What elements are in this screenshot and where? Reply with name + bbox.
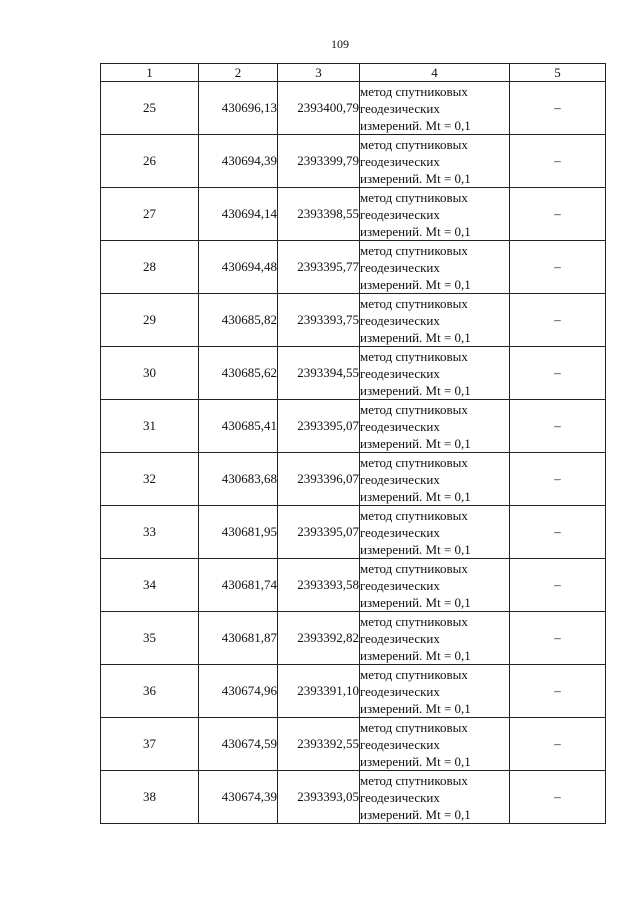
- note-cell: –: [510, 771, 606, 824]
- point-number-cell: 36: [101, 665, 199, 718]
- note-cell: –: [510, 453, 606, 506]
- x-coordinate-cell: 430681,74: [199, 559, 278, 612]
- y-coordinate-cell: 2393395,07: [278, 400, 360, 453]
- method-line: метод спутниковых: [360, 666, 468, 682]
- y-coordinate-cell: 2393394,55: [278, 347, 360, 400]
- method-line: измерений. Mt = 0,1: [360, 382, 471, 398]
- y-coordinate-cell: 2393393,75: [278, 294, 360, 347]
- x-coordinate-cell: 430683,68: [199, 453, 278, 506]
- x-coordinate-cell: 430681,95: [199, 506, 278, 559]
- table-row: [101, 241, 606, 294]
- method-cell: [360, 294, 510, 347]
- method-line: геодезических: [360, 418, 440, 434]
- method-line: геодезических: [360, 789, 440, 805]
- point-number-cell: 30: [101, 347, 199, 400]
- point-number-cell: 31: [101, 400, 199, 453]
- table-header-row: [101, 64, 606, 82]
- note-cell: –: [510, 347, 606, 400]
- y-coordinate-cell: 2393393,58: [278, 559, 360, 612]
- method-cell: [360, 506, 510, 559]
- page-number: 109: [331, 37, 349, 51]
- table-row: [101, 188, 606, 241]
- method-line: измерений. Mt = 0,1: [360, 594, 471, 610]
- note-cell: –: [510, 559, 606, 612]
- y-coordinate-cell: 2393391,10: [278, 665, 360, 718]
- point-number-cell: 29: [101, 294, 199, 347]
- method-cell: [360, 135, 510, 188]
- method-line: геодезических: [360, 577, 440, 593]
- method-cell: [360, 665, 510, 718]
- y-coordinate-cell: 2393396,07: [278, 453, 360, 506]
- note-cell: –: [510, 241, 606, 294]
- method-line: метод спутниковых: [360, 401, 468, 417]
- coordinates-table: [100, 63, 606, 824]
- method-cell: [360, 82, 510, 135]
- table-row: [101, 400, 606, 453]
- note-cell: –: [510, 82, 606, 135]
- table-row: [101, 771, 606, 824]
- table-row: [101, 347, 606, 400]
- table-row: [101, 82, 606, 135]
- method-line: метод спутниковых: [360, 772, 468, 788]
- method-line: геодезических: [360, 206, 440, 222]
- note-cell: –: [510, 506, 606, 559]
- table-row: [101, 665, 606, 718]
- method-line: геодезических: [360, 736, 440, 752]
- point-number-cell: 32: [101, 453, 199, 506]
- method-cell: [360, 771, 510, 824]
- method-cell: [360, 347, 510, 400]
- table-row: [101, 453, 606, 506]
- method-line: измерений. Mt = 0,1: [360, 806, 471, 822]
- method-line: геодезических: [360, 683, 440, 699]
- x-coordinate-cell: 430685,41: [199, 400, 278, 453]
- method-line: метод спутниковых: [360, 719, 468, 735]
- point-number-cell: 38: [101, 771, 199, 824]
- method-line: измерений. Mt = 0,1: [360, 223, 471, 239]
- note-cell: –: [510, 294, 606, 347]
- method-line: метод спутниковых: [360, 613, 468, 629]
- y-coordinate-cell: 2393393,05: [278, 771, 360, 824]
- table-body: [101, 82, 606, 824]
- method-line: метод спутниковых: [360, 83, 468, 99]
- method-cell: [360, 241, 510, 294]
- method-line: измерений. Mt = 0,1: [360, 117, 471, 133]
- column-header: 5: [510, 64, 606, 82]
- method-line: измерений. Mt = 0,1: [360, 647, 471, 663]
- y-coordinate-cell: 2393392,55: [278, 718, 360, 771]
- method-line: метод спутниковых: [360, 136, 468, 152]
- point-number-cell: 28: [101, 241, 199, 294]
- point-number-cell: 37: [101, 718, 199, 771]
- point-number-cell: 25: [101, 82, 199, 135]
- method-line: геодезических: [360, 312, 440, 328]
- method-line: измерений. Mt = 0,1: [360, 329, 471, 345]
- method-line: измерений. Mt = 0,1: [360, 753, 471, 769]
- method-line: геодезических: [360, 259, 440, 275]
- y-coordinate-cell: 2393392,82: [278, 612, 360, 665]
- note-cell: –: [510, 400, 606, 453]
- method-cell: [360, 188, 510, 241]
- method-line: геодезических: [360, 471, 440, 487]
- method-line: геодезических: [360, 524, 440, 540]
- method-cell: [360, 612, 510, 665]
- table-row: [101, 612, 606, 665]
- method-cell: [360, 718, 510, 771]
- x-coordinate-cell: 430694,39: [199, 135, 278, 188]
- table-row: [101, 506, 606, 559]
- x-coordinate-cell: 430696,13: [199, 82, 278, 135]
- y-coordinate-cell: 2393395,77: [278, 241, 360, 294]
- method-line: метод спутниковых: [360, 295, 468, 311]
- table-row: [101, 135, 606, 188]
- note-cell: –: [510, 188, 606, 241]
- y-coordinate-cell: 2393398,55: [278, 188, 360, 241]
- x-coordinate-cell: 430681,87: [199, 612, 278, 665]
- note-cell: –: [510, 135, 606, 188]
- note-cell: –: [510, 718, 606, 771]
- method-line: измерений. Mt = 0,1: [360, 700, 471, 716]
- method-line: измерений. Mt = 0,1: [360, 276, 471, 292]
- x-coordinate-cell: 430674,96: [199, 665, 278, 718]
- point-number-cell: 33: [101, 506, 199, 559]
- x-coordinate-cell: 430674,39: [199, 771, 278, 824]
- method-line: метод спутниковых: [360, 454, 468, 470]
- point-number-cell: 35: [101, 612, 199, 665]
- y-coordinate-cell: 2393395,07: [278, 506, 360, 559]
- column-header: 1: [101, 64, 199, 82]
- method-line: геодезических: [360, 630, 440, 646]
- note-cell: –: [510, 665, 606, 718]
- point-number-cell: 34: [101, 559, 199, 612]
- method-line: метод спутниковых: [360, 189, 468, 205]
- method-line: измерений. Mt = 0,1: [360, 170, 471, 186]
- method-line: измерений. Mt = 0,1: [360, 488, 471, 504]
- x-coordinate-cell: 430685,62: [199, 347, 278, 400]
- column-header: 2: [199, 64, 278, 82]
- method-line: метод спутниковых: [360, 507, 468, 523]
- method-line: измерений. Mt = 0,1: [360, 435, 471, 451]
- point-number-cell: 27: [101, 188, 199, 241]
- y-coordinate-cell: 2393400,79: [278, 82, 360, 135]
- method-line: геодезических: [360, 100, 440, 116]
- y-coordinate-cell: 2393399,79: [278, 135, 360, 188]
- method-cell: [360, 453, 510, 506]
- method-cell: [360, 559, 510, 612]
- column-header: 3: [278, 64, 360, 82]
- note-cell: –: [510, 612, 606, 665]
- x-coordinate-cell: 430694,48: [199, 241, 278, 294]
- table-row: [101, 294, 606, 347]
- table-row: [101, 559, 606, 612]
- table-row: [101, 718, 606, 771]
- method-line: геодезических: [360, 153, 440, 169]
- x-coordinate-cell: 430674,59: [199, 718, 278, 771]
- x-coordinate-cell: 430694,14: [199, 188, 278, 241]
- method-line: метод спутниковых: [360, 348, 468, 364]
- method-line: метод спутниковых: [360, 560, 468, 576]
- method-cell: [360, 400, 510, 453]
- method-line: измерений. Mt = 0,1: [360, 541, 471, 557]
- point-number-cell: 26: [101, 135, 199, 188]
- method-line: геодезических: [360, 365, 440, 381]
- x-coordinate-cell: 430685,82: [199, 294, 278, 347]
- column-header: 4: [360, 64, 510, 82]
- method-line: метод спутниковых: [360, 242, 468, 258]
